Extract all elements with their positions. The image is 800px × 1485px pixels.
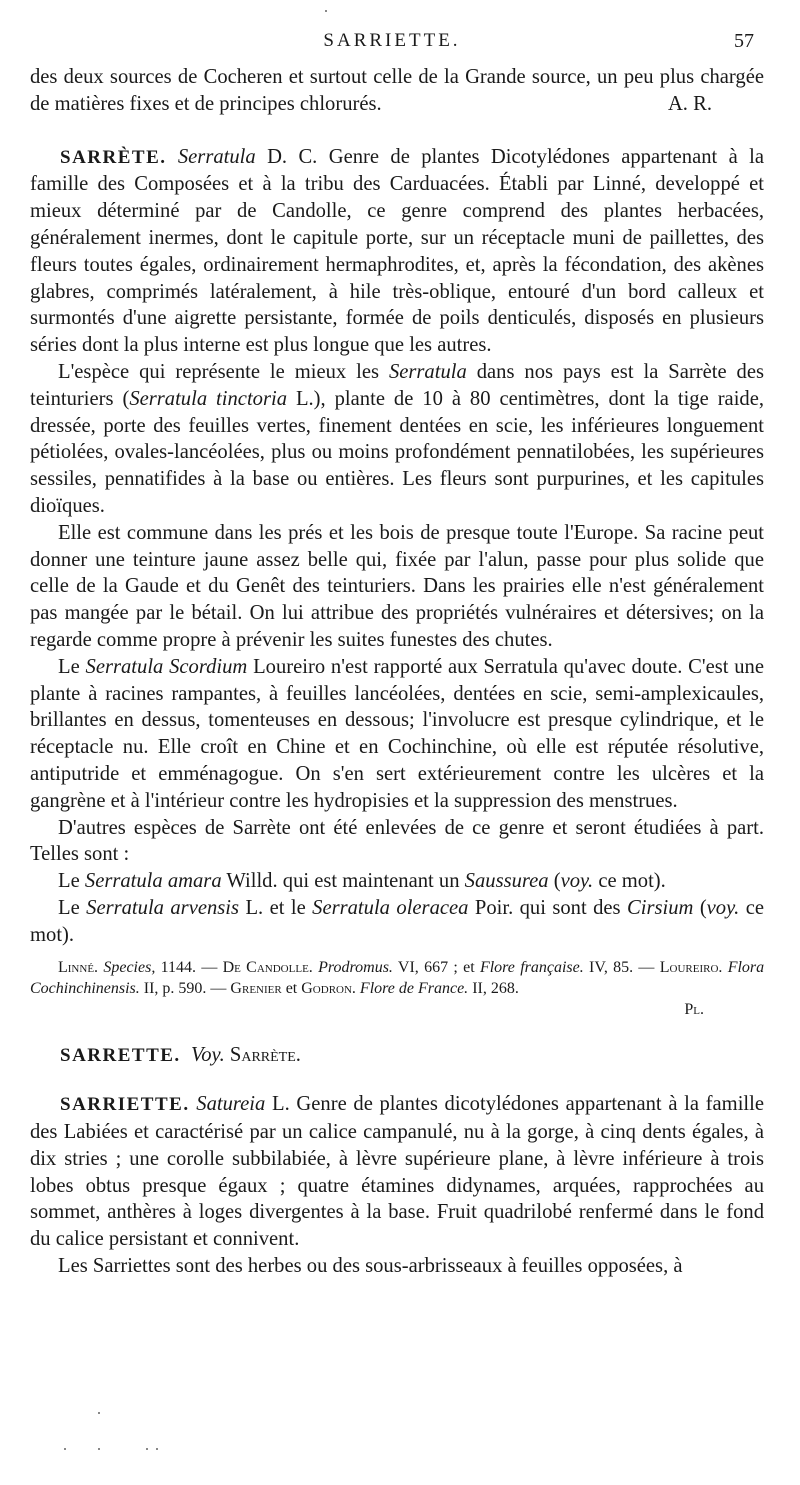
text-span: ce mot). (30, 896, 764, 946)
text-span: Elle est commune dans les prés et les bois de presque toute l'Europe. Sa racine peut donner une teinture jaune assez belle qui, fixée par l'alun, passe pour plus solide que celle de la Gaude et du Genêt des teinturiers. Dans les prairies elle n'est généralement pas mangée par le bétail. On lui attribue des propriétés vulnéraires et détersives; on la regarde comme propre à prévenir les suites funestes des chutes. (30, 521, 764, 651)
text-span: ( (699, 896, 707, 919)
ref-detail: 1144. — (160, 958, 218, 976)
ref-author: Linné. (58, 958, 99, 976)
paragraph (30, 359, 764, 520)
text-span: dans nos pays est la Sarrète des teinturiers ( (30, 360, 764, 410)
italic-term: Serratula Scordium (85, 655, 248, 678)
paragraph (30, 815, 764, 869)
voy-label: Voy. (190, 1043, 225, 1066)
ref-title: Flore de France. (359, 979, 469, 997)
text-span: L'espèce qui représente le mieux les (58, 360, 380, 383)
intro-paragraph (30, 64, 764, 118)
ref-author: Grenier (230, 979, 282, 997)
entry-text: Genre de plantes dicotylédones appartenant à la famille des Labiées et caractérisé par un calice campanulé, nu à la gorge, à cinq dents égales, à dix stries ; une corolle subbilabiée, à lèvre supérieure plane, à lèvre inférieure à trois lobes obtus presque égaux ; quatre étamines didynames, arquées, rapprochées au sommet, anthères à loges divergentes à la base. Fruit quadrilobé renfermé dans le fond du calice persistant et connivent. (30, 1093, 764, 1251)
ref-detail: IV, 85. — (589, 958, 655, 976)
page-number: 57 (734, 30, 754, 52)
text-span: Le (58, 870, 80, 893)
ref-detail: et (285, 979, 298, 997)
paragraph (30, 654, 764, 815)
entry-sarrete (30, 144, 764, 359)
italic-term: Serratula (388, 360, 467, 383)
italic-term: Saussurea (464, 870, 549, 893)
species-list-item (30, 895, 764, 949)
entry-sarriette (30, 1091, 764, 1253)
text-span: L. et le (245, 896, 306, 919)
text-span: ( (553, 870, 561, 893)
text-span: Willd. qui est maintenant un (226, 870, 460, 893)
running-head (30, 30, 754, 56)
print-speck (325, 10, 327, 12)
genus-author: L. (271, 1093, 290, 1116)
genus-name: Satureia (196, 1093, 266, 1116)
text-span: ce mot). (598, 870, 666, 893)
ref-author: De Candolle. (222, 958, 313, 976)
text-span: Le (58, 655, 80, 678)
text-span: D'autres espèces de Sarrète ont été enlevées de ce genre et seront étudiées à part. Telles sont : (30, 816, 764, 866)
print-speck (156, 1448, 158, 1450)
ref-title: Prodromus. (318, 958, 393, 976)
text-span: Les Sarriettes sont des herbes ou des sous-arbrisseaux à feuilles opposées, à (58, 1255, 683, 1278)
italic-term: voy. (706, 896, 740, 919)
ref-detail: II, 268. (472, 979, 519, 997)
body-text (30, 64, 764, 1280)
italic-term: Serratula amara (84, 870, 222, 893)
headword-sarrette: SARRETTE. (60, 1044, 181, 1066)
text-span: Le (58, 896, 80, 919)
ref-author: Loureiro. (659, 958, 723, 976)
cross-reference: Sarrète. (229, 1043, 301, 1066)
text-span: Loureiro n'est rapporté aux Serratula qu'avec doute. C'est une plante à racines rampantes, à feuilles lancéolées, dentées en scie, semi-amplexicaules, brillantes en dessus, tomenteuses en dessous; l'involucre est presque cylindrique, et le réceptacle nu. Elle croît en Chine et en Cochinchine, où elle est réputée résolutive, antiputride et emménagogue. On s'en sert extérieurement contre les ulcères et la gangrène et à l'intérieur contre les hydropisies et la suppression des menstrues. (30, 655, 764, 812)
print-speck (98, 1412, 100, 1414)
italic-term: Cirsium (627, 896, 694, 919)
running-title: SARRIETTE. (323, 30, 461, 51)
italic-term: Serratula oleracea (312, 896, 469, 919)
headword-sarrete: SARRÈTE. (60, 146, 167, 168)
text-span: Poir. qui sont des (474, 896, 621, 919)
ref-detail: VI, 667 ; et (397, 958, 475, 976)
italic-term: Serratula arvensis (86, 896, 240, 919)
genus-author: D. C. (267, 145, 318, 168)
print-speck (146, 1448, 148, 1450)
author-signature: A. R. (667, 92, 712, 115)
paragraph (30, 1253, 764, 1280)
paragraph (30, 520, 764, 654)
intro-text: des deux sources de Cocheren et surtout celle de la Grande source, un peu plus chargée de matières fixes et de principes chlorurés. (30, 66, 764, 115)
bibliography (30, 957, 764, 1020)
species-list-item (30, 868, 764, 895)
text-span: L.), plante de 10 à 80 centimètres, dont la tige raide, dressée, porte des feuilles vertes, finement dentées en scie, les inférieures longuement pétiolées, ovales-lancéolées, plus ou moins profondément pennatilobées, les supérieures sessiles, pennatifides à la base ou entières. Les fleurs sont purpurines, et les capitules dioïques. (30, 387, 764, 517)
author-signature: Pl. (684, 1000, 704, 1018)
entry-text: Genre de plantes Dicotylédones appartenant à la famille des Composées et à la tribu des Carduacées. Établi par Linné, developpé et mieux déterminé par de Candolle, ce genre comprend des plantes herbacées, généralement inermes, dont le capitule porte, sur un réceptacle muni de paillettes, des fleurs toutes égales, ordinairement hermaphrodites, et, après la fécondation, des akènes glabres, comprimés latéralement, à hile très-oblique, entouré d'un bord calleux et surmontés d'une aigrette persistante, formée de poils denticulés, disposés en plusieurs séries dont la plus interne est plus longue que les autres. (30, 145, 765, 357)
entry-sarrette (30, 1042, 764, 1070)
print-speck (64, 1448, 66, 1450)
ref-author: Godron. (301, 979, 356, 997)
ref-detail: II, p. 590. — (143, 979, 227, 997)
ref-title: Flore française. (479, 958, 584, 976)
ref-title: Species, (103, 958, 156, 976)
italic-term: Serratula tinctoria (129, 387, 287, 410)
print-speck (98, 1448, 100, 1450)
genus-name: Serratula (177, 145, 256, 168)
italic-term: voy. (560, 870, 594, 893)
ref-title: Flora Cochinchinensis. (30, 958, 765, 997)
headword-sarriette: SARRIETTE. (60, 1094, 190, 1116)
